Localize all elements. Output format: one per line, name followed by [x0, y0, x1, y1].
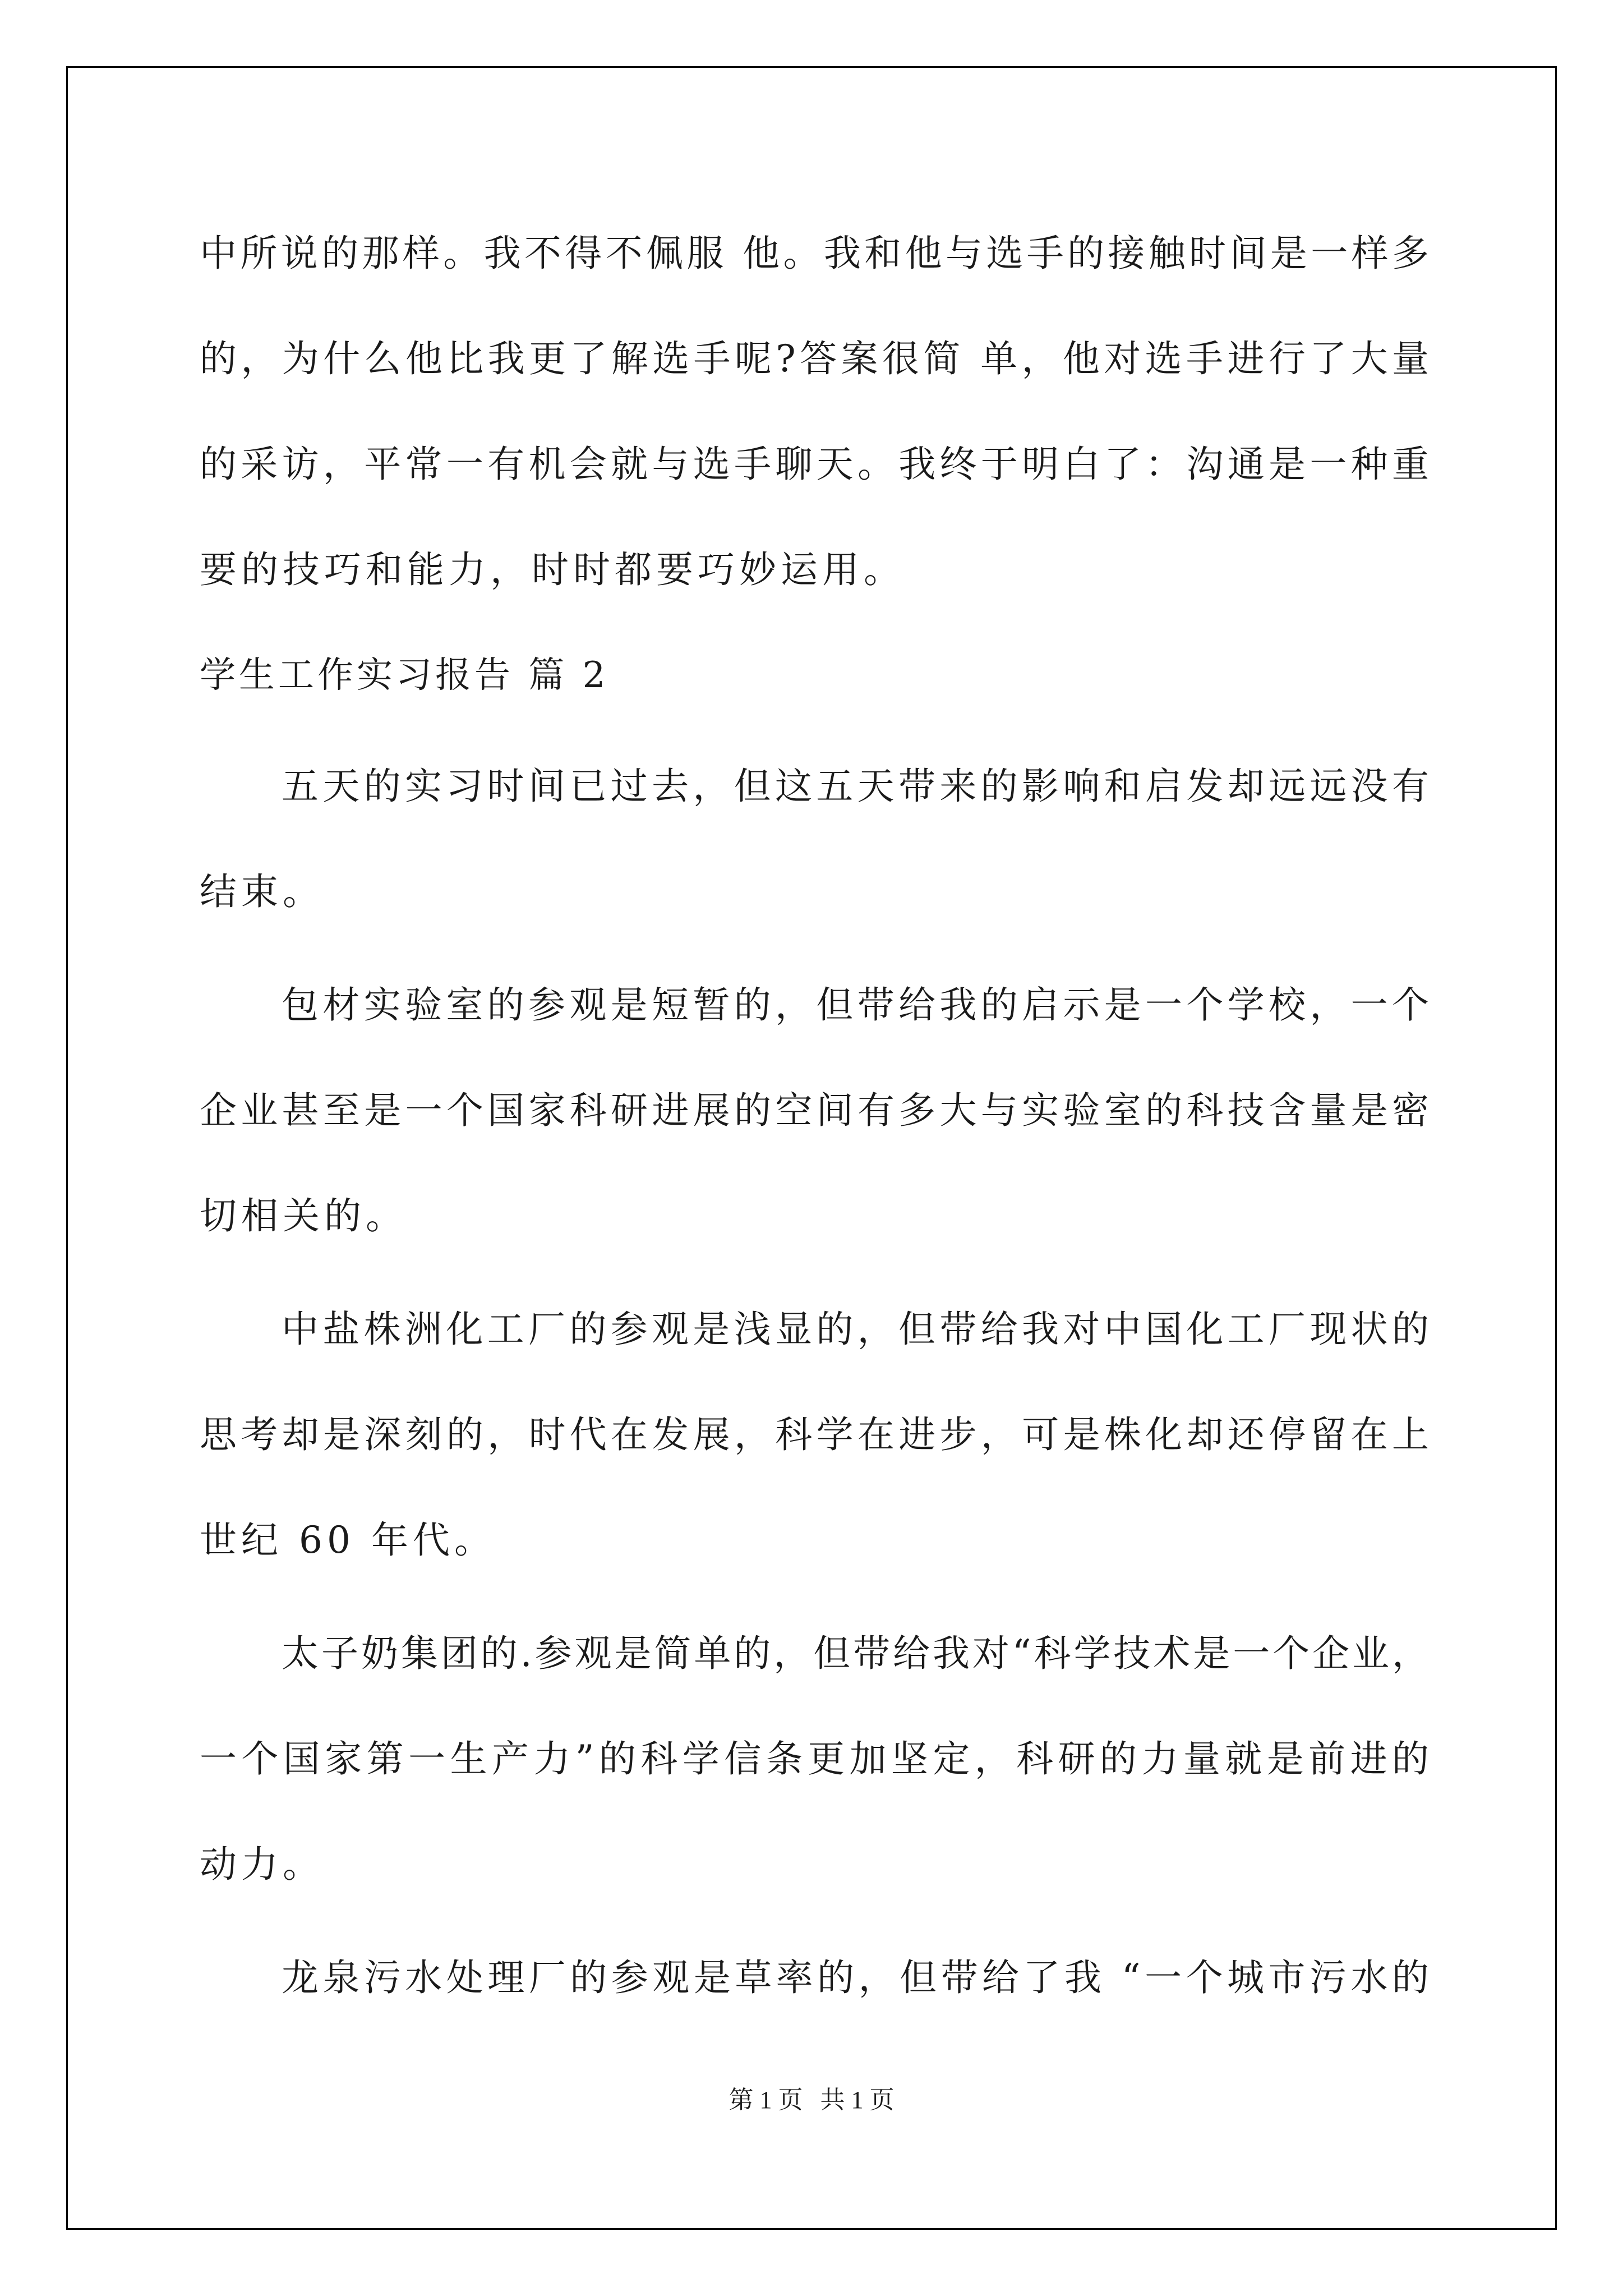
- text-line: 结束。: [200, 870, 324, 913]
- text-line: 企业甚至是一个国家科研进展的空间有多大与实验室的科技含量是密: [200, 1089, 1429, 1132]
- paragraph-first-line: 太子奶集团的.参观是简单的，但带给我对“科学技术是一个企业，: [282, 1632, 1429, 1675]
- text-line: 中所说的那样。我不得不佩服 他。我和他与选手的接触时间是一样多: [200, 232, 1429, 275]
- page-border: [66, 66, 1557, 2230]
- paragraph-first-line: 龙泉污水处理厂的参观是草率的，但带给了我 “一个城市污水的: [282, 1956, 1429, 1999]
- page-number: 第 1 页: [728, 2086, 803, 2114]
- page-footer: [0, 2083, 1623, 2117]
- text-line: 思考却是深刻的，时代在发展，科学在进步，可是株化却还停留在上: [200, 1413, 1429, 1456]
- paragraph-first-line: 五天的实习时间已过去，但这五天带来的影响和启发却远远没有: [282, 765, 1429, 808]
- text-line: 的采访，平常一有机会就与选手聊天。我终于明白了：沟通是一种重: [200, 443, 1429, 486]
- text-line: 动力。: [200, 1843, 324, 1886]
- text-line: 要的技巧和能力，时时都要巧妙运用。: [200, 548, 905, 591]
- paragraph-first-line: 中盐株洲化工厂的参观是浅显的，但带给我对中国化工厂现状的: [282, 1308, 1429, 1351]
- text-line: 一个国家第一生产力”的科学信条更加坚定，科研的力量就是前进的: [200, 1737, 1429, 1780]
- page-total: 共 1 页: [820, 2086, 895, 2114]
- text-line: 切相关的。: [200, 1194, 407, 1237]
- section-heading: 学生工作实习报告 篇 2: [200, 655, 609, 696]
- paragraph-first-line: 包材实验室的参观是短暂的，但带给我的启示是一个学校，一个: [282, 983, 1429, 1027]
- text-line: 的，为什么他比我更了解选手呢?答案很简 单，他对选手进行了大量: [200, 337, 1429, 380]
- text-line: 世纪 60 年代。: [200, 1519, 496, 1562]
